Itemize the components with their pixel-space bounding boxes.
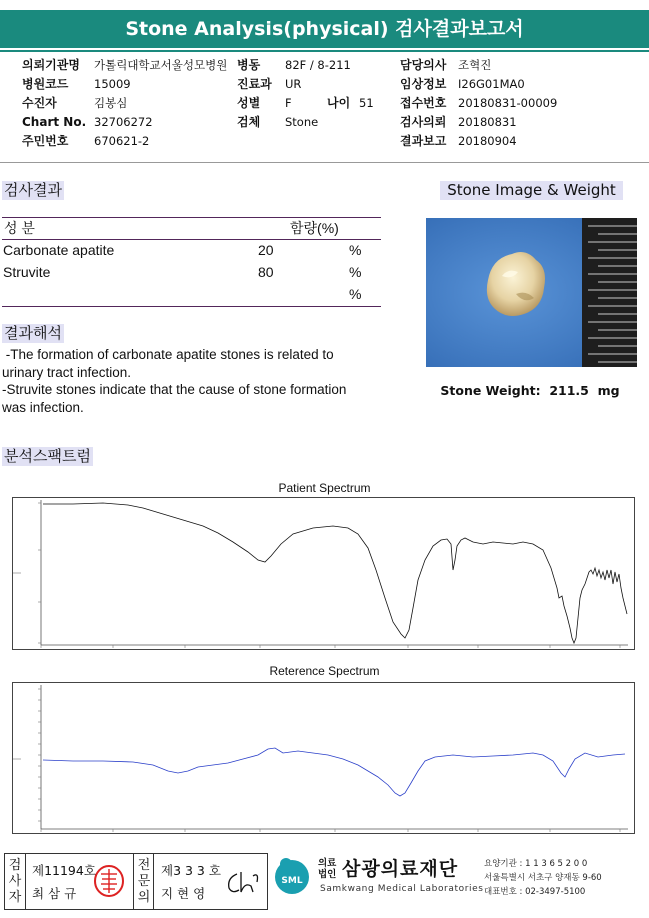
report-title: Stone Analysis(physical) 검사결과보고서 (0, 10, 649, 48)
table-bottom-rule (2, 306, 381, 307)
info-value: 가톨릭대학교서울성모병원 (94, 58, 228, 72)
table-row (2, 240, 381, 260)
doctor-label-char: 문 (137, 874, 151, 889)
info-row (22, 75, 227, 94)
signature-box (4, 853, 268, 910)
inspector-label (8, 858, 22, 906)
inspector-label-char: 사 (8, 874, 22, 889)
sml-logo-graphic (272, 856, 312, 896)
info-label: 접수번호 (400, 96, 447, 110)
stone-photo-graphic (426, 218, 637, 367)
org-tel: 대표번호 : 02-3497-5100 (484, 887, 586, 897)
info-value: F (285, 96, 292, 110)
info-label: 성별 (237, 96, 261, 110)
interpretation-section-title: 결과해석 (4, 324, 62, 342)
title-underline (0, 50, 649, 52)
org-code: 요양기관 : 1 1 3 6 5 2 0 0 (484, 859, 588, 869)
org-prefix-line: 법인 (318, 869, 337, 880)
org-prefix (318, 858, 336, 880)
info-row (22, 94, 227, 113)
info-value: UR (285, 77, 302, 91)
info-value: 51 (359, 96, 374, 110)
patient-spectrum-graphic (13, 498, 634, 649)
inspector-license-no: 제11194호 (32, 863, 96, 878)
org-prefix-line: 의료 (318, 858, 337, 869)
info-label: 담당의사 (400, 58, 447, 72)
doctor-signature-icon (223, 868, 263, 898)
patient-spectrum-plot (12, 497, 635, 650)
inspector-name: 최 삼 규 (32, 886, 77, 901)
info-value: 20180831 (458, 115, 517, 129)
info-row (400, 113, 557, 132)
info-row (400, 132, 557, 151)
info-label: 검체 (237, 115, 261, 129)
info-column-1 (22, 56, 227, 151)
signature-divider (153, 854, 154, 909)
info-value: 김봉심 (94, 96, 128, 110)
info-value: 32706272 (94, 115, 153, 129)
info-row (22, 132, 227, 151)
table-row (2, 284, 381, 304)
inspector-seal-icon (93, 864, 125, 898)
component-name: Carbonate apatite (3, 242, 115, 258)
weight-unit: mg (597, 383, 620, 398)
info-label: 병동 (237, 58, 261, 72)
content-header: 함량(%) (290, 220, 339, 236)
info-row (22, 113, 227, 132)
result-table-header (2, 218, 381, 238)
doctor-label (137, 858, 151, 906)
sml-logo-text: SML (281, 876, 303, 886)
info-value: 15009 (94, 77, 131, 91)
info-row (400, 56, 557, 75)
doctor-license-no: 제3 3 3 호 (161, 863, 221, 878)
info-label: 진료과 (237, 77, 272, 91)
info-label: 병원코드 (22, 77, 69, 91)
sml-logo-icon (272, 856, 312, 896)
doctor-name: 지 현 영 (161, 886, 206, 901)
org-name: 삼광의료재단 (342, 858, 459, 880)
component-unit: % (349, 286, 362, 302)
info-row (400, 94, 557, 113)
interpretation-line: -The formation of carbonate apatite stones is related to (2, 347, 334, 362)
interpretation-text (2, 346, 397, 416)
inspector-label-char: 검 (8, 858, 22, 873)
component-value: 80 (258, 264, 274, 280)
info-label: 수진자 (22, 96, 57, 110)
signature-divider (133, 854, 134, 909)
reference-spectrum-plot (12, 682, 635, 834)
component-value: 20 (258, 242, 274, 258)
info-row-specimen (237, 113, 374, 132)
stone-section-title: Stone Image & Weight (440, 181, 623, 200)
reference-spectrum-title: Reterence Spectrum (269, 664, 380, 678)
info-value: I26G01MA0 (458, 77, 525, 91)
info-row-dept (237, 75, 374, 94)
info-column-2 (237, 56, 374, 132)
stone-photo (426, 218, 637, 367)
spectrum-section-title: 분석스팩트럼 (4, 447, 91, 465)
interpretation-line: -Struvite stones indicate that the cause of stone formation (2, 382, 347, 397)
stone-weight (430, 383, 630, 398)
info-label: Chart No. (22, 115, 87, 129)
info-value: Stone (285, 115, 319, 129)
info-label: 나이 (327, 96, 351, 110)
header-divider (0, 162, 649, 163)
result-section-title: 검사결과 (4, 181, 62, 199)
info-value: 조혁진 (458, 58, 492, 72)
info-value: 82F / 8-211 (285, 58, 351, 72)
patient-spectrum-title: Patient Spectrum (278, 481, 371, 495)
info-row-sex-age (237, 94, 374, 113)
component-unit: % (349, 242, 362, 258)
info-value: 670621-2 (94, 134, 150, 148)
org-contact (484, 857, 602, 899)
doctor-label-char: 전 (137, 858, 151, 873)
info-row (400, 75, 557, 94)
component-header: 성 분 (4, 220, 35, 236)
info-label: 의뢰기관명 (22, 58, 80, 72)
info-value: 20180904 (458, 134, 517, 148)
component-unit: % (349, 264, 362, 280)
weight-label: Stone Weight: (440, 383, 541, 398)
org-english-name: Samkwang Medical Laboratories (320, 884, 484, 894)
info-label: 검사의뢰 (400, 115, 447, 129)
org-address: 서울특별시 서초구 양재동 9-60 (484, 873, 602, 883)
info-row (22, 56, 227, 75)
doctor-label-char: 의 (137, 890, 151, 905)
info-label: 주민번호 (22, 134, 69, 148)
reference-spectrum-graphic (13, 683, 634, 833)
signature-divider (25, 854, 26, 909)
table-row (2, 262, 381, 282)
weight-value: 211.5 (549, 383, 589, 398)
info-label: 결과보고 (400, 134, 447, 148)
component-name: Struvite (3, 264, 51, 280)
inspector-label-char: 자 (8, 890, 22, 905)
info-value: 20180831-00009 (458, 96, 558, 110)
info-column-3 (400, 56, 557, 151)
interpretation-line: was infection. (2, 399, 84, 415)
info-label: 임상정보 (400, 77, 447, 91)
info-row-ward (237, 56, 374, 75)
interpretation-line: urinary tract infection. (2, 364, 132, 380)
